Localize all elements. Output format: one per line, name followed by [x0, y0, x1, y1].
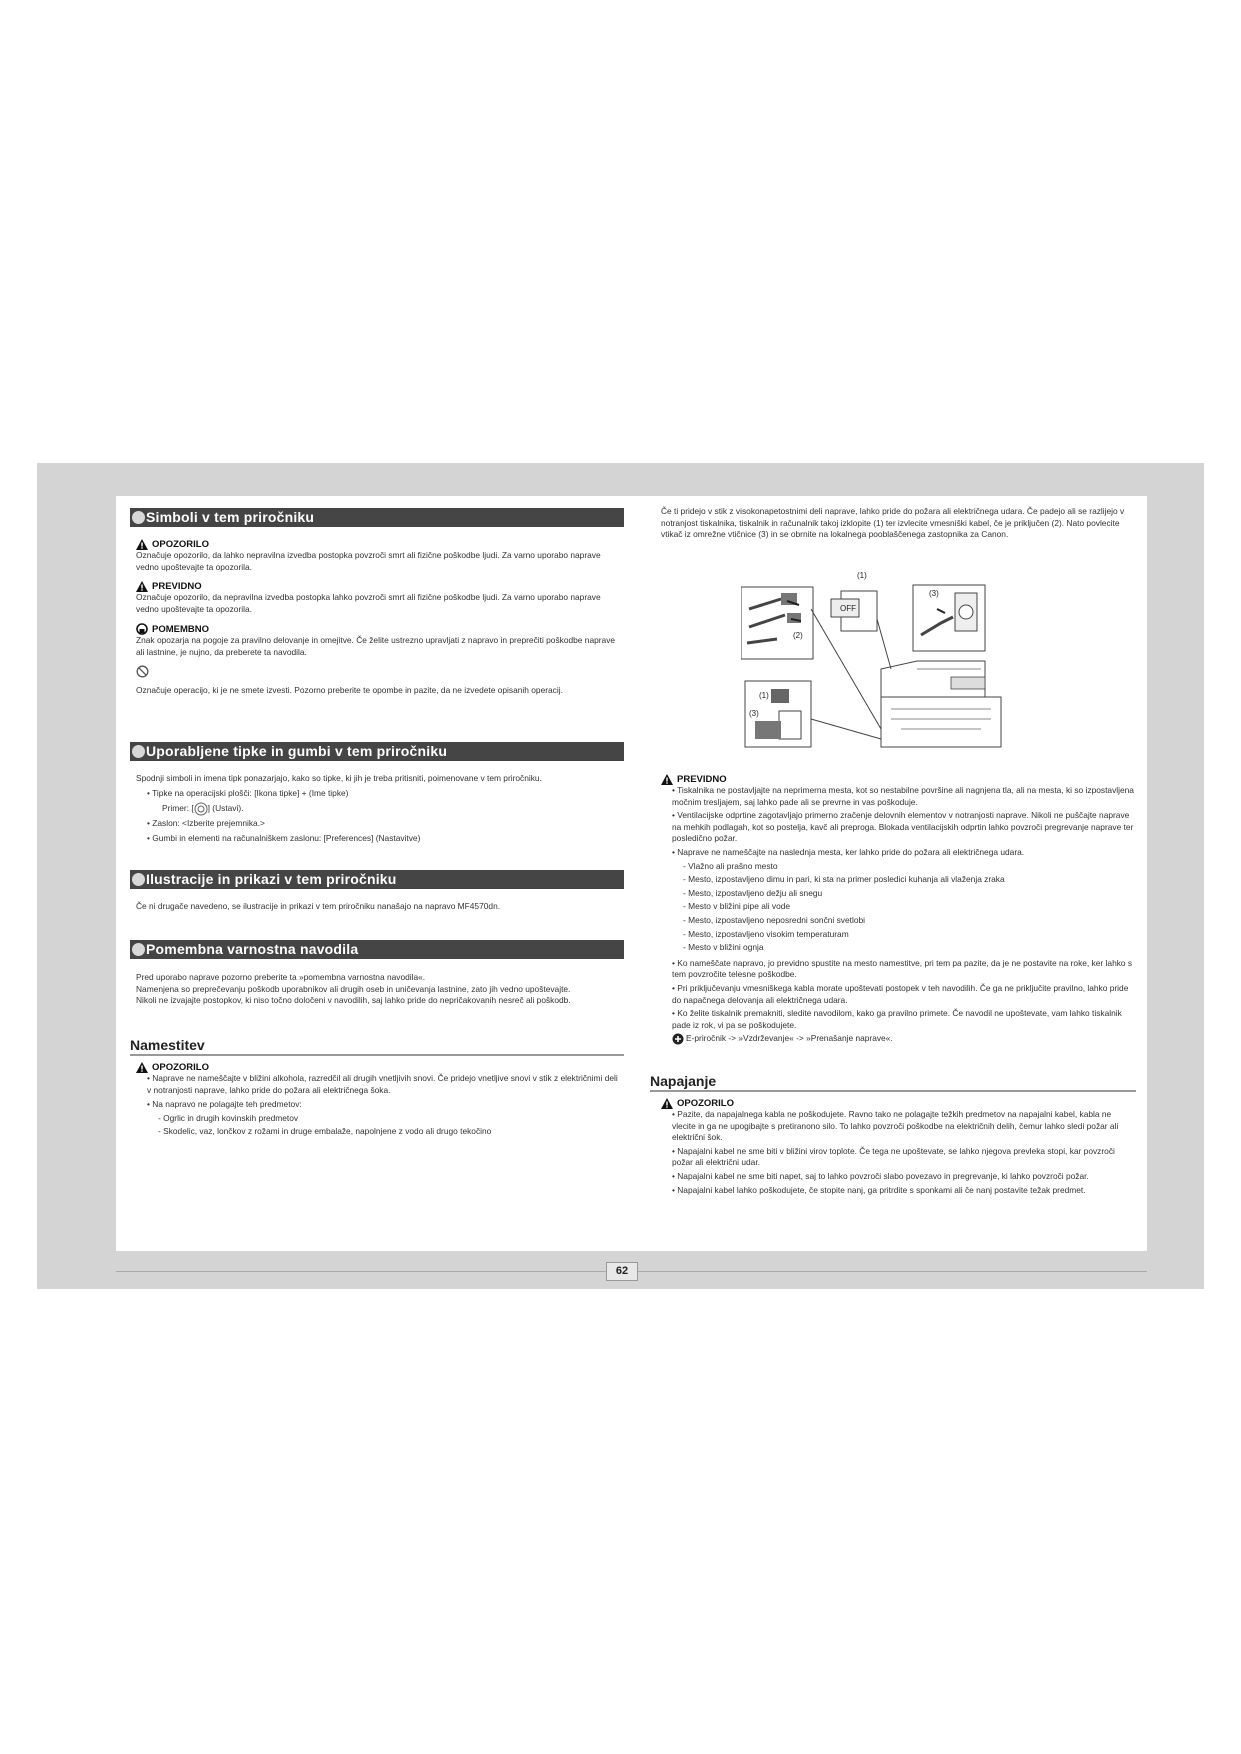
prohibited-icon: [136, 665, 624, 683]
caution-description: Označuje opozorilo, da nepravilna izvedba postopka lahko povzroči smrt ali fizične poškodbe ljudi. Za varno uporabo naprave vedno upoštevajte ta opozorila.: [136, 592, 601, 614]
callout-label-1: (1): [759, 691, 769, 700]
illustrations-note: Če ni drugače navedeno, se ilustracije in prikazi v tem priročniku nanašajo na napravo MF4570dn.: [136, 901, 501, 911]
section-symbols: [130, 508, 624, 696]
important-heading: POMEMBNO: [136, 623, 624, 635]
section-heading: Namestitev: [130, 1037, 624, 1056]
warning-triangle-icon: [661, 774, 673, 785]
warning-heading: OPOZORILO: [661, 1098, 1136, 1109]
section-illustrations: [130, 870, 624, 913]
warning-triangle-icon: [136, 581, 148, 592]
section-safety: [130, 940, 624, 1007]
section-keys: [130, 742, 624, 844]
callout-label-2: (2): [793, 631, 803, 640]
section-title: Ilustracije in prikazi v tem priročniku: [146, 871, 397, 887]
printer-shutdown-illustration: [741, 569, 1041, 749]
callout-label-1: (1): [857, 571, 867, 580]
section-heading: Napajanje: [650, 1073, 1136, 1092]
location-item: - Mesto v bližini ognja: [683, 942, 764, 953]
safety-paragraph: Nikoli ne izvajajte postopkov, ki niso točno določeni v navodilih, saj lahko pride do nepričakovanih nesreč ali poškodb.: [136, 995, 571, 1006]
off-switch-label: OFF: [840, 604, 856, 613]
caution-bullet: • Ko želite tiskalnik premakniti, sledite navodilom, kako ga pravilno primete. Če navodil ne upoštevate, vam lahko tiskalnik pade iz rok, vi pa se poškodujete.: [672, 1008, 1122, 1030]
keys-bullet-display: • Zaslon: <Izberite prejemnika.>: [147, 818, 265, 829]
bullet-dot-icon: [132, 943, 145, 956]
warning-triangle-icon: [136, 1062, 148, 1073]
keys-bullet-computer: • Gumbi in elementi na računalniškem zaslonu: [Preferences] (Nastavitve): [147, 832, 421, 843]
caution-heading: PREVIDNO: [136, 581, 624, 592]
installation-dash-item: - Ogrlic in drugih kovinskih predmetov: [158, 1112, 299, 1123]
section-title-bar: [130, 870, 624, 889]
power-bullet: • Napajalni kabel ne sme biti napet, saj to lahko povzroči slabo povezavo in pregrevanje, ki lahko povzroči požar.: [672, 1170, 1089, 1181]
power-bullet: • Napajalni kabel lahko poškodujete, če stopite nanj, ga pritrdite s sponkami ali če nanj postavite težak predmet.: [672, 1184, 1086, 1195]
keys-example: Primer: [ ] (Ustavi).: [136, 802, 624, 816]
warning-description: Označuje opozorilo, da lahko nepravilna izvedba postopka povzroči smrt ali fizične poškodbe ljudi. Za varno uporabo naprave vedno upoštevajte ta opozorila.: [136, 550, 601, 572]
intro-paragraph: Če ti pridejo v stik z visokonapetostnimi deli naprave, lahko pride do požara ali električnega udara. Če padejo ali se razlijejo v notranjost tiskalnika, tiskalnik in računalnik takoj izklopite (1) ter izvlecite vmesniški kabel, če je priključen (2). Nato povlecite vtikač iz omrežne vtičnice (3) in se obrnite na lokalnega pooblaščenega zastopnika za Canon.: [661, 506, 1125, 540]
installation-bullet: • Naprave ne nameščajte v bližini alkohola, razredčil ali drugih vnetljivih snovi. Če pridejo vnetljive snovi v stik z električnimi deli v notranjosti naprave, lahko pride do požara ali električnega šoka.: [147, 1073, 618, 1095]
callout-label-3: (3): [749, 709, 759, 718]
warning-triangle-icon: [661, 1098, 673, 1109]
section-title-bar: [130, 940, 624, 959]
location-item: - Mesto, izpostavljeno dimu in pari, ki sta na primer posledici kuhanja ali vlaženja zraka: [683, 874, 1005, 885]
caution-bullet: • Tiskalnika ne postavljajte na neprimerna mesta, kot so nestabilne površine ali nagnjena tla, ali na mesta, ki so izpostavljena močnim tresljajem, saj lahko pade ali se prevrne in vas poškoduje.: [672, 785, 1134, 807]
important-icon: [136, 623, 148, 635]
keys-bullet-panel: • Tipke na operacijski plošči: [Ikona tipke] + (Ime tipke): [147, 787, 349, 798]
installation-dash-item: - Skodelic, vaz, lončkov z rožami in druge embalaže, napolnjene z vodo ali drugo tekočino: [158, 1126, 492, 1137]
page-number: 62: [606, 1262, 638, 1281]
caution-heading: PREVIDNO: [661, 774, 1136, 785]
warning-triangle-icon: [136, 539, 148, 550]
section-title: Simboli v tem priročniku: [146, 509, 315, 525]
callout-label-3: (3): [929, 589, 939, 598]
location-item: - Mesto, izpostavljeno neposredni sončni svetlobi: [683, 914, 866, 925]
safety-paragraph: Pred uporabo naprave pozorno preberite ta »pomembna varnostna navodila«.: [136, 972, 426, 982]
location-item: - Mesto v bližini pipe ali vode: [683, 901, 791, 912]
caution-bullet: • Ventilacijske odprtine zagotavljajo primerno zračenje delovnih elementov v notranjosti naprave. Nikoli ne puščajte naprave na mehkih podlagah, kot so postelja, kavč ali preproga. Blokada ventilacijskih odprtin lahko povzroči pregrevanje naprave ter posledično požar.: [672, 810, 1134, 844]
keys-intro: Spodnji simboli in imena tipk ponazarjajo, kako so tipke, ki jih je treba pritisniti, poimenovane v tem priročniku.: [136, 773, 542, 783]
section-title: Uporabljene tipke in gumbi v tem priročniku: [146, 743, 448, 759]
location-item: - Mesto, izpostavljeno dežju ali snegu: [683, 887, 823, 898]
printer-illustration: [741, 569, 1041, 749]
power-bullet: • Napajalni kabel ne sme biti v bližini virov toplote. Če tega ne upoštevate, se lahko njegova prevleka stopi, kar povzroči požar ali električni udar.: [672, 1145, 1115, 1168]
stop-key-icon: [194, 802, 208, 816]
caution-bullet: • Pri priključevanju vmesniškega kabla morate upoštevati postopek v teh navodilih. Če ga ne priključite pravilno, lahko pride do napačnega delovanja ali električnega udara.: [672, 982, 1129, 1005]
warning-heading: OPOZORILO: [136, 539, 624, 550]
section-title-bar: [130, 508, 624, 527]
caution-bullet: • Naprave ne nameščajte na naslednja mesta, ker lahko pride do požara ali električnega udara.: [672, 846, 1025, 857]
bullet-dot-icon: [132, 745, 145, 758]
manual-spread: [116, 496, 1147, 1251]
warning-heading: OPOZORILO: [136, 1062, 624, 1073]
location-item: - Mesto, izpostavljeno visokim temperaturam: [683, 928, 849, 939]
prohibited-description: Označuje operacijo, ki je ne smete izvesti. Pozorno preberite te opombe in pazite, da ne izvedete opisanih operacij.: [136, 684, 563, 695]
section-power: [650, 1073, 1136, 1196]
e-manual-reference: E-priročnik -> »Vzdrževanje« -> »Prenašanje naprave«.: [661, 1033, 1136, 1045]
section-caution: [661, 768, 1136, 1045]
e-manual-icon: [672, 1033, 684, 1045]
important-description: Znak opozarja na pogoje za pravilno delovanje in omejitve. Če želite ustrezno upravljati z napravo in preprečiti poškodbe naprave ali lastnine, je nujno, da preberete ta navodila.: [136, 635, 616, 657]
bullet-dot-icon: [132, 511, 145, 524]
location-item: - Vlažno ali prašno mesto: [683, 860, 778, 871]
section-installation: [130, 1037, 624, 1138]
installation-bullet: • Na napravo ne polagajte teh predmetov:: [147, 1099, 302, 1110]
section-title: Pomembna varnostna navodila: [146, 941, 359, 957]
section-title-bar: [130, 742, 624, 761]
power-bullet: • Pazite, da napajalnega kabla ne poškodujete. Ravno tako ne polagajte težkih predmetov na napajalni kabel, kabla ne vlecite in ga ne upogibajte s pretiranono silo. To lahko povzroči poškodbe na električnih delih, čemur lahko sledi požar ali električni šok.: [672, 1109, 1119, 1143]
bullet-dot-icon: [132, 873, 145, 886]
caution-bullet: • Ko nameščate napravo, jo previdno spustite na mesto namestitve, pri tem pa pazite, da je ne postavite na roke, ker lahko s tem povzročite telesne poškodbe.: [672, 957, 1133, 980]
safety-paragraph: Namenjena so preprečevanju poškodb uporabnikov ali drugih oseb in uničevanja lastnine, zato jih vedno upoštevajte.: [136, 983, 571, 994]
